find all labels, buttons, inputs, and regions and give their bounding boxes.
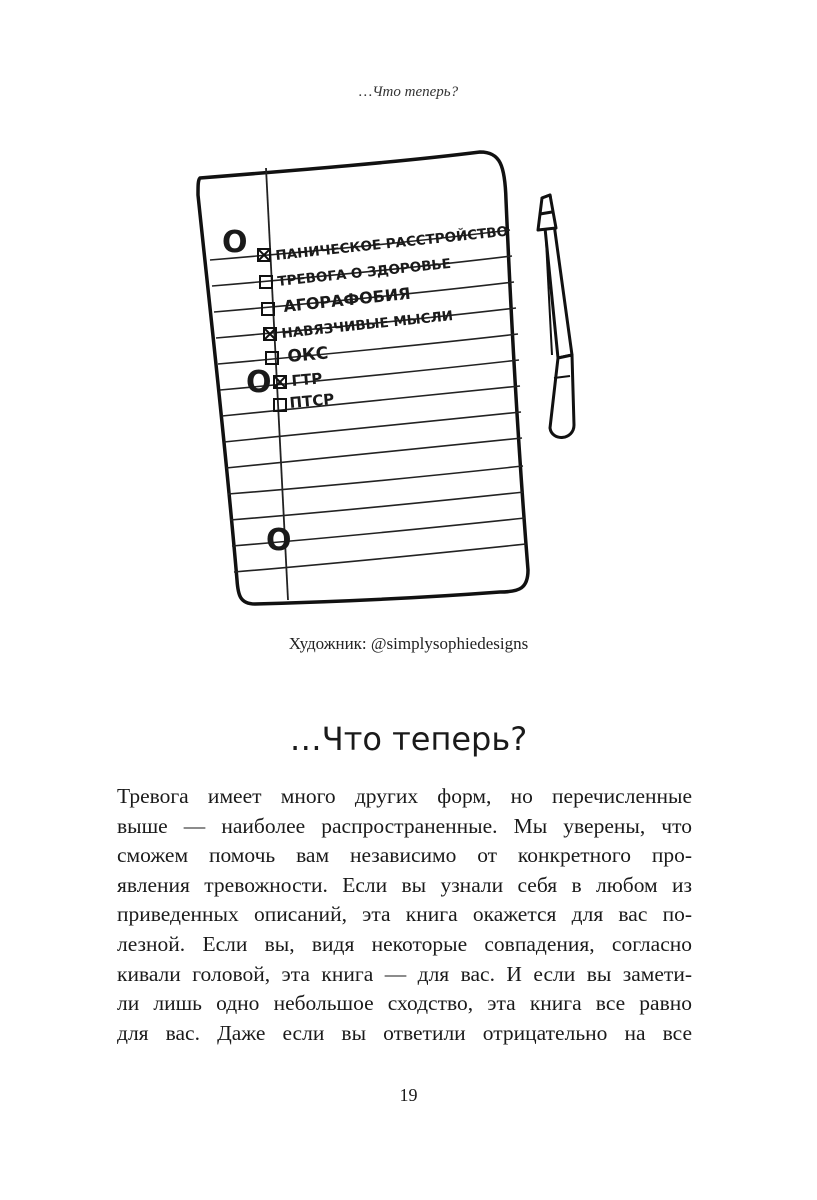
svg-text:АГОРАФОБИЯ: АГОРАФОБИЯ [282,283,412,316]
binder-hole-top: O [222,225,248,260]
text-line: выше — наиболее распространенные. Мы уверены, что [117,813,692,838]
section-title: …Что теперь? [289,720,528,758]
pencil-icon [538,195,574,437]
text-line: ли лишь одно небольшое сходство, эта книга все равно [117,991,692,1016]
binder-hole-middle: O [246,365,272,400]
binder-hole-bottom: O [266,523,292,558]
text-line: сможем помочь вам независимо от конкретного про- [117,843,692,868]
illustration-caption: Художник: @simplysophiedesigns [288,634,529,653]
body-paragraph [117,782,692,1048]
svg-text:ТРЕВОГА О ЗДОРОВЬЕ: ТРЕВОГА О ЗДОРОВЬЕ [276,255,452,290]
text-line: кивали головой, эта книга — для вас. И если вы замети- [117,961,692,986]
text-line: для вас. Даже если вы ответили отрицательно на все [117,1020,692,1045]
text-line: приведенных описаний, эта книга окажется для вас по- [117,902,692,927]
page-number: 19 [399,1085,418,1105]
svg-text:НАВЯЗЧИВЫЕ МЫСЛИ: НАВЯЗЧИВЫЕ МЫСЛИ [280,308,454,342]
svg-text:ПТСР: ПТСР [288,390,335,412]
checklist-illustration [180,140,600,620]
notepad-drawing [180,140,600,620]
text-line: лезной. Если вы, видя некоторые совпадения, согласно [117,931,692,956]
running-head: …Что теперь? [358,84,459,100]
text-line: Тревога имеет много других форм, но перечисленные [117,784,692,808]
svg-text:ПАНИЧЕСКОЕ РАССТРОЙСТВО: ПАНИЧЕСКОЕ РАССТРОЙСТВО [274,223,509,264]
svg-text:ГТР: ГТР [290,369,324,390]
svg-text:ОКС: ОКС [286,343,330,367]
text-line: явления тревожности. Если вы узнали себя в любом из [117,872,692,897]
